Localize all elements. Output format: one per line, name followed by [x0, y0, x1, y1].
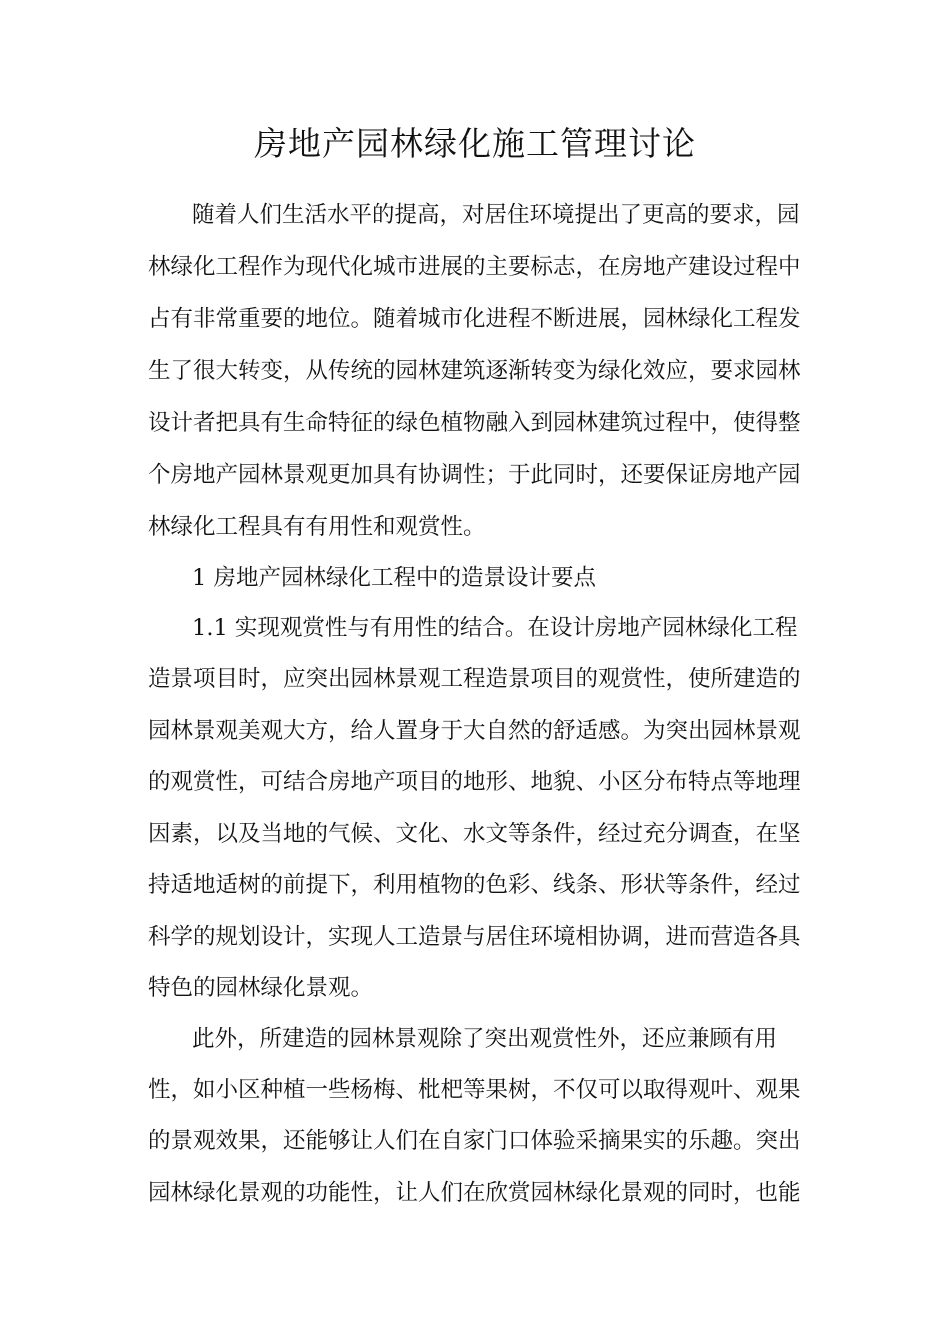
paragraph-line: 个房地产园林景观更加具有协调性；于此同时，还要保证房地产园: [148, 462, 801, 488]
paragraph-line: 林绿化工程具有有用性和观赏性。: [148, 514, 486, 540]
paragraph-line: 随着人们生活水平的提高，对居住环境提出了更高的要求，园: [192, 202, 800, 228]
section-heading: 1 房地产园林绿化工程中的造景设计要点: [192, 565, 596, 591]
paragraph-line: 特色的园林绿化景观。: [148, 975, 374, 1001]
paragraph-line: 设计者把具有生命特征的绿色植物融入到园林建筑过程中，使得整: [148, 410, 801, 436]
paragraph-line: 园林景观美观大方，给人置身于大自然的舒适感。为突出园林景观: [148, 718, 801, 744]
paragraph-line: 科学的规划设计，实现人工造景与居住环境相协调，进而营造各具: [148, 924, 801, 950]
paragraph-line: 1.1 实现观赏性与有用性的结合。在设计房地产园林绿化工程: [192, 615, 798, 641]
paragraph-line: 园林绿化景观的功能性，让人们在欣赏园林绿化景观的同时，也能: [148, 1180, 801, 1206]
paragraph-line: 生了很大转变，从传统的园林建筑逐渐转变为绿化效应，要求园林: [148, 358, 801, 384]
paragraph-line: 的观赏性，可结合房地产项目的地形、地貌、小区分布特点等地理: [148, 769, 801, 795]
document-title: 房地产园林绿化施工管理讨论: [254, 124, 696, 163]
paragraph-line: 性，如小区种植一些杨梅、枇杷等果树，不仅可以取得观叶、观果: [148, 1077, 801, 1103]
paragraph-line: 造景项目时，应突出园林景观工程造景项目的观赏性，使所建造的: [148, 666, 801, 692]
paragraph-line: 持适地适树的前提下，利用植物的色彩、线条、形状等条件，经过: [148, 872, 801, 898]
paragraph-line: 林绿化工程作为现代化城市进展的主要标志，在房地产建设过程中: [148, 254, 801, 280]
paragraph-line: 因素，以及当地的气候、文化、水文等条件，经过充分调查，在坚: [148, 821, 801, 847]
paragraph-line: 占有非常重要的地位。随着城市化进程不断进展，园林绿化工程发: [148, 306, 801, 332]
paragraph-line: 的景观效果，还能够让人们在自家门口体验采摘果实的乐趣。突出: [148, 1128, 801, 1154]
paragraph-line: 此外，所建造的园林景观除了突出观赏性外，还应兼顾有用: [192, 1026, 778, 1052]
